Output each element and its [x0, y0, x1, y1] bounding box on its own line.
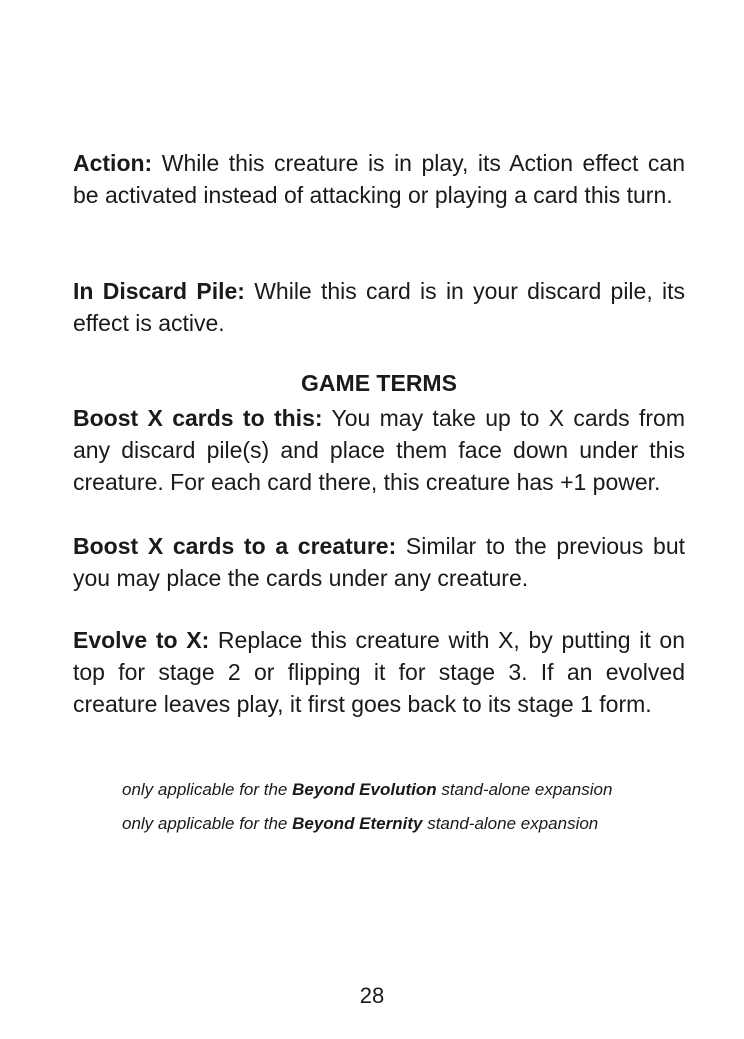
footnote-prefix: only applicable for the	[122, 814, 293, 833]
rule-evolve	[73, 624, 685, 720]
rule-action	[73, 147, 685, 211]
rule-in-discard-pile	[73, 275, 685, 339]
rule-term: In Discard Pile:	[73, 278, 245, 304]
footnote-expansion-name: Beyond Evolution	[292, 780, 437, 799]
footnote-prefix: only applicable for the	[122, 780, 293, 799]
rule-text: You may take up to X cards from any discard pile(s) and place them face down under this creature. For each card there, this creature has +1 power.	[73, 405, 685, 495]
footnote-suffix: stand-alone expansion	[436, 780, 613, 799]
section-heading: GAME TERMS	[301, 370, 457, 396]
rule-term: Boost X cards to a creature:	[73, 533, 397, 559]
footnote-beyond-evolution	[122, 778, 612, 802]
rule-boost-to-this	[73, 402, 685, 498]
page-number: 28	[359, 983, 385, 1008]
rule-text: Similar to the previous but you may place the cards under any creature.	[73, 533, 685, 591]
footnote-expansion-name: Beyond Eternity	[292, 814, 423, 833]
footnote-beyond-eternity	[122, 812, 598, 836]
rule-term: Action:	[73, 150, 153, 176]
footnote-suffix: stand-alone expansion	[422, 814, 599, 833]
rule-text: While this card is in your discard pile, its effect is active.	[73, 278, 685, 336]
rule-boost-to-creature	[73, 530, 685, 594]
rule-term: Evolve to X:	[73, 627, 210, 653]
rule-text: Replace this creature with X, by putting it on top for stage 2 or flipping it for stage 3. If an evolved creature leaves play, it first goes back to its stage 1 form.	[73, 627, 685, 717]
rule-term: Boost X cards to this:	[73, 405, 323, 431]
rule-text: While this creature is in play, its Action effect can be activated instead of attacking or playing a card this turn.	[73, 150, 685, 208]
